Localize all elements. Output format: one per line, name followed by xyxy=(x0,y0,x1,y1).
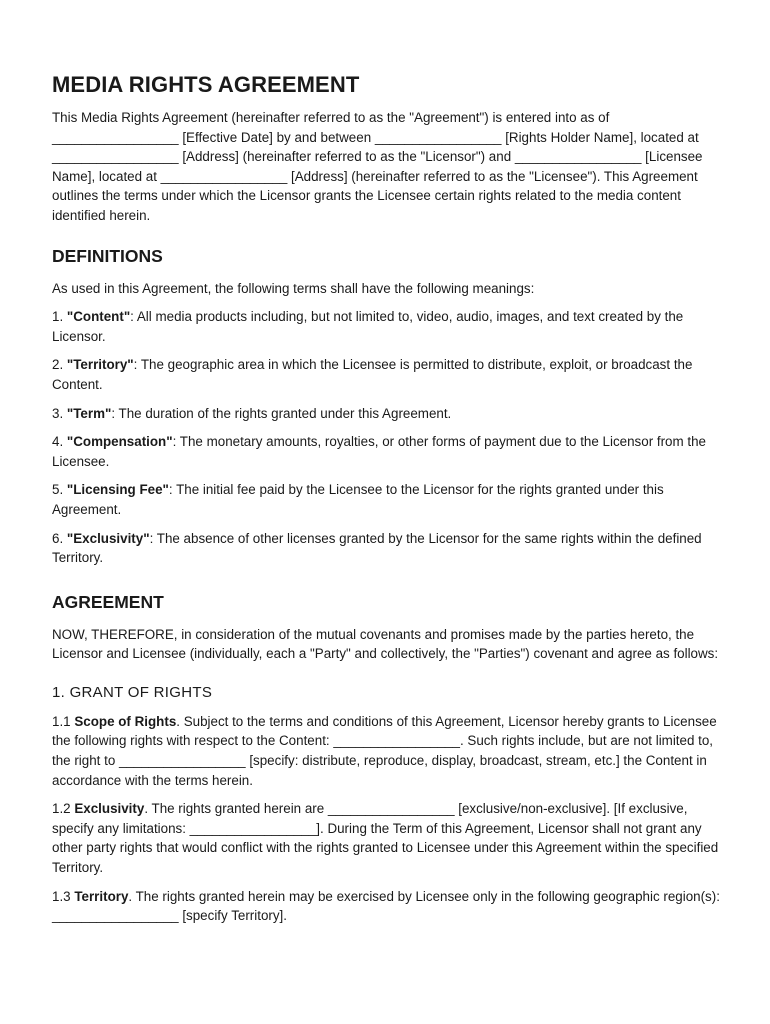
definition-term: "Content" xyxy=(66,309,131,325)
definition-item-content: 1. "Content": All media products including, but not limited to, video, audio, images, and text created by the Licensor. xyxy=(52,309,684,344)
definition-item-exclusivity: 6. "Exclusivity": The absence of other licenses granted by the Licensor for the same rights within the defined Territory. xyxy=(52,530,702,566)
agreement-paragraph: NOW, THEREFORE, in consideration of the mutual covenants and promises made by the parties hereto, the Licensor and Licensee (individually, each a "Party" and collectively, the "Parties") covenant and agree as follows: xyxy=(52,626,719,662)
definition-term: "Exclusivity" xyxy=(66,530,150,546)
grant-of-rights-heading: 1. GRANT OF RIGHTS xyxy=(52,683,213,701)
definition-term: "Compensation" xyxy=(66,434,173,450)
definition-term: "Term" xyxy=(66,405,112,421)
intro-paragraph: This Media Rights Agreement (hereinafter referred to as the "Agreement") is entered into as of _________________ [Effective Date] by and between _________________ [Rights Holder Name], located at _________________ [Address] (hereinafter referred to as the "Licensor") and _________________ [Licensee Name], located at _________________ [Address] (hereinafter referred to as the "Licensee"). This Agreement outlines the terms under which the Licensor grants the Licensee certain rights related to the media content identified herein. xyxy=(52,110,703,223)
clause-title: Exclusivity xyxy=(74,801,145,817)
definition-item-compensation: 4. "Compensation": The monetary amounts, royalties, or other forms of payment due to the Licensor from the Licensee. xyxy=(52,434,706,469)
clause-scope-of-rights: 1.1 Scope of Rights. Subject to the terms and conditions of this Agreement, Licensor hereby grants to Licensee the following rights with respect to the Content: _________________. Such rights include, but are not limited to, the right to _________________ [specify: distribute, reproduce, display, broadcast, stream, etc.] the Content in accordance with the terms herein. xyxy=(52,713,717,788)
definition-item-term: 3. "Term": The duration of the rights granted under this Agreement. xyxy=(52,405,452,421)
definition-term: "Territory" xyxy=(66,357,134,373)
definition-item-licensing-fee: 5. "Licensing Fee": The initial fee paid by the Licensee to the Licensor for the rights granted under this Agreement. xyxy=(52,482,664,517)
definition-term: "Licensing Fee" xyxy=(66,482,169,498)
definition-item-territory: 2. "Territory": The geographic area in which the Licensee is permitted to distribute, exploit, or broadcast the Content. xyxy=(52,357,693,392)
definitions-heading: DEFINITIONS xyxy=(52,245,163,266)
document-title: MEDIA RIGHTS AGREEMENT xyxy=(52,72,360,97)
clause-territory: 1.3 Territory. The rights granted herein may be exercised by Licensee only in the following geographic region(s): _________________ [specify Territory]. xyxy=(52,888,720,924)
clause-exclusivity: 1.2 Exclusivity. The rights granted herein are _________________ [exclusive/non-exclusive]. [If exclusive, specify any limitations: _________________]. During the Term of this Agreement, Licensor shall not grant any other party rights that would conflict with the rights granted to Licensee under this Agreement within the specified Territory. xyxy=(52,801,719,876)
definitions-lead: As used in this Agreement, the following terms shall have the following meanings: xyxy=(52,280,535,296)
clause-title: Scope of Rights xyxy=(74,713,177,729)
agreement-heading: AGREEMENT xyxy=(52,591,164,612)
clause-title: Territory xyxy=(74,888,129,904)
